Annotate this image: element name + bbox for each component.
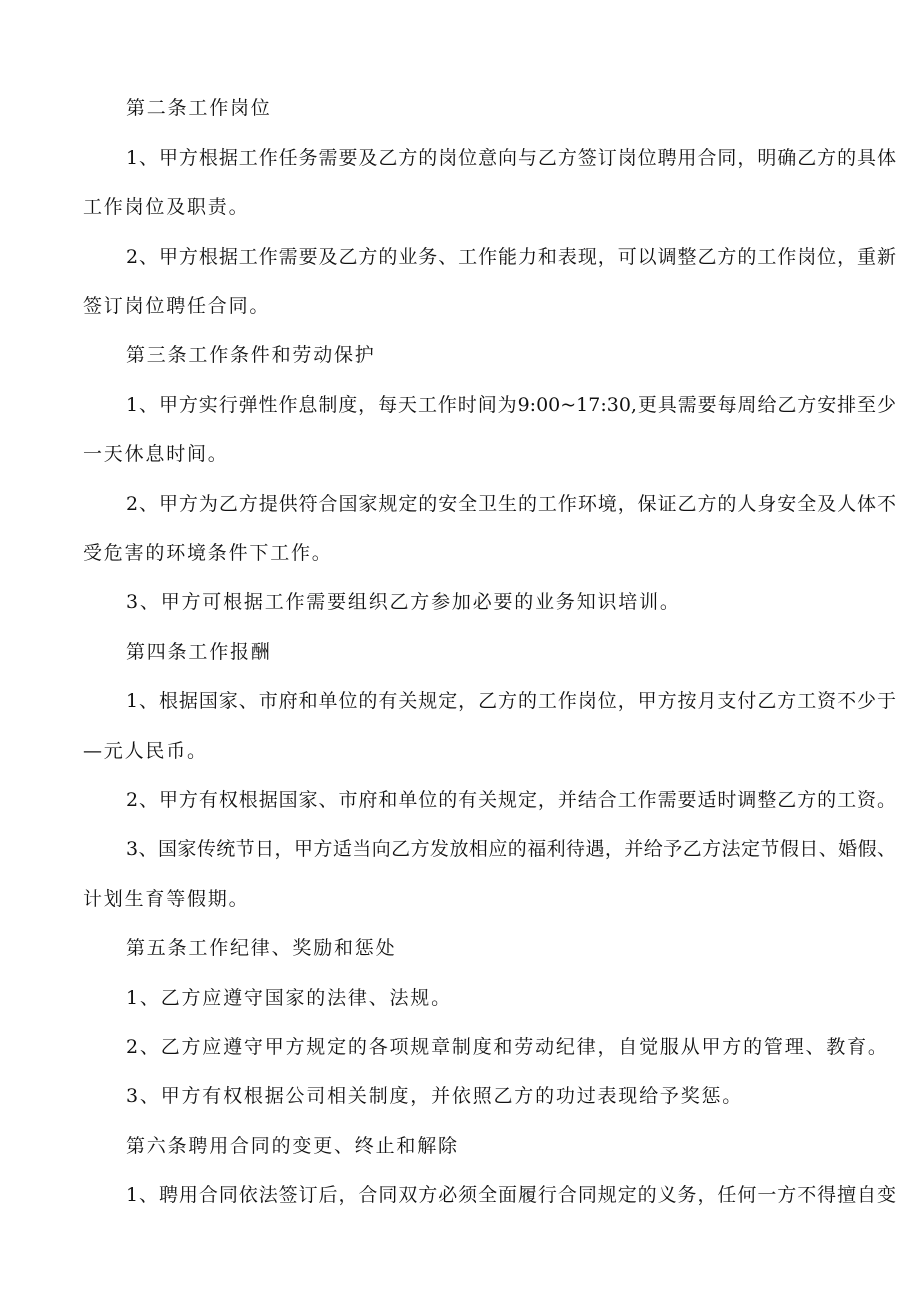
article-5-clause-2: 2、乙方应遵守甲方规定的各项规章制度和劳动纪律，自觉服从甲方的管理、教育。 [126,1036,889,1058]
article-4-clause-2: 2、甲方有权根据国家、市府和单位的有关规定，并结合工作需要适时调整乙方的工资。 [126,789,896,811]
article-2-clause-1-line-1: 1、甲方根据工作任务需要及乙方的岗位意向与乙方签订岗位聘用合同，明确乙方的具体 [126,147,896,169]
article-2-clause-2-line-2: 签订岗位聘任合同。 [83,295,271,317]
article-3-clause-1-line-2: 一天休息时间。 [83,443,229,465]
article-3-clause-2-line-1: 2、甲方为乙方提供符合国家规定的安全卫生的工作环境，保证乙方的人身安全及人体不 [126,493,896,515]
article-4-clause-3-line-1: 3、国家传统节日，甲方适当向乙方发放相应的福利待遇，并给予乙方法定节假日、婚假、 [126,838,896,860]
article-5-heading: 第五条工作纪律、奖励和惩处 [126,937,397,959]
article-4-clause-1-line-2: —元人民币。 [83,740,208,762]
article-3-heading: 第三条工作条件和劳动保护 [126,344,376,366]
article-4-heading: 第四条工作报酬 [126,641,272,663]
article-6-heading: 第六条聘用合同的变更、终止和解除 [126,1135,459,1157]
article-4-clause-3-line-2: 计划生育等假期。 [83,888,250,910]
article-6-clause-1-line-1: 1、聘用合同依法签订后，合同双方必须全面履行合同规定的义务，任何一方不得擅自变 [126,1184,896,1206]
article-3-clause-2-line-2: 受危害的环境条件下工作。 [83,542,333,564]
article-2-clause-1-line-2: 工作岗位及职责。 [83,196,250,218]
article-5-clause-3: 3、甲方有权根据公司相关制度，并依照乙方的功过表现给予奖惩。 [126,1085,744,1107]
article-4-clause-1-line-1: 1、根据国家、市府和单位的有关规定，乙方的工作岗位，甲方按月支付乙方工资不少于 [126,690,896,712]
article-3-clause-3: 3、甲方可根据工作需要组织乙方参加必要的业务知识培训。 [126,591,681,613]
article-2-clause-2-line-1: 2、甲方根据工作需要及乙方的业务、工作能力和表现，可以调整乙方的工作岗位，重新 [126,246,896,268]
article-3-clause-1-line-1: 1、甲方实行弹性作息制度，每天工作时间为9:00~17:30,更具需要每周给乙方安排至少 [126,394,896,416]
article-2-heading: 第二条工作岗位 [126,97,272,119]
article-5-clause-1: 1、乙方应遵守国家的法律、法规。 [126,987,452,1009]
